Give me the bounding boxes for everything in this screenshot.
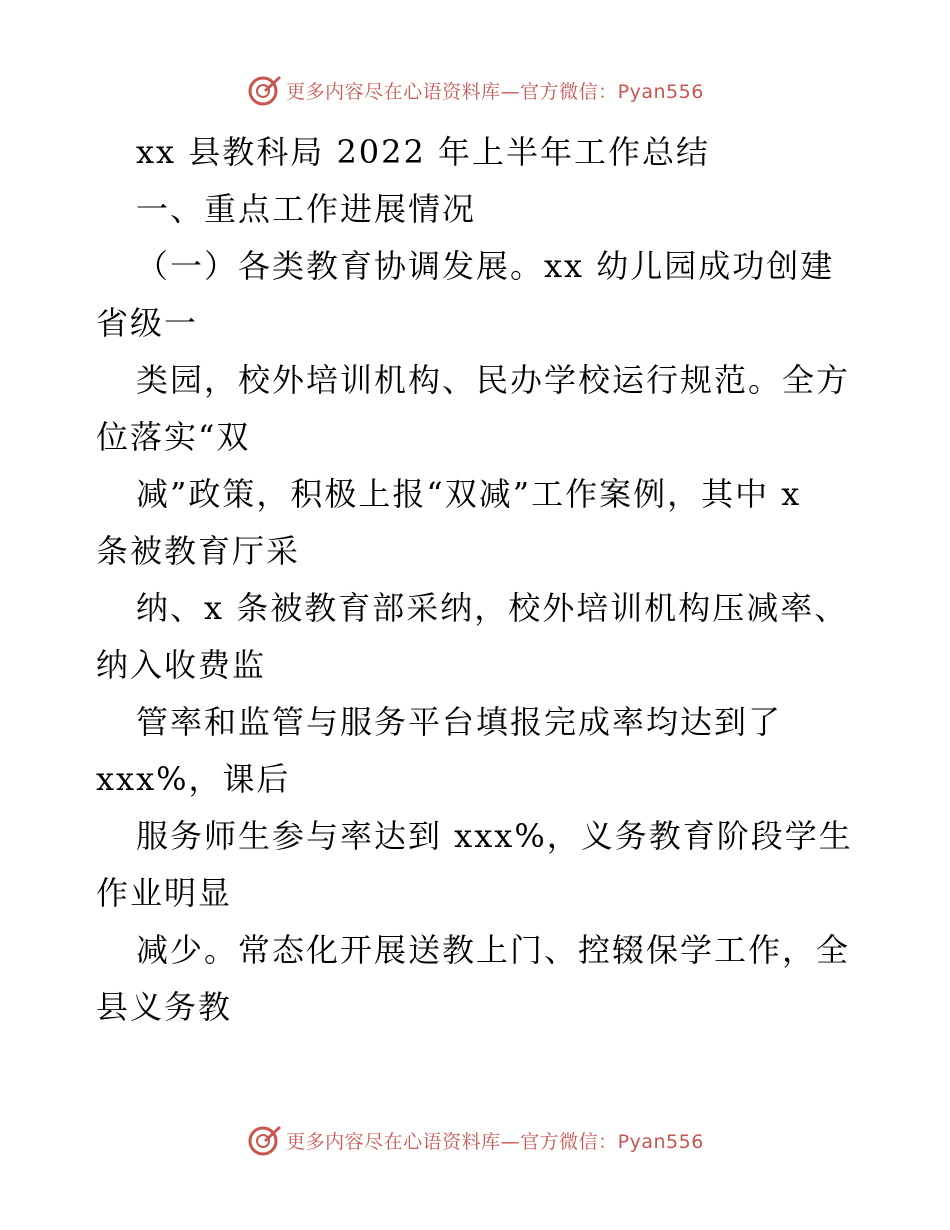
paragraph-line: 减”政策，积极上报“双减”工作案例，其中 x bbox=[136, 475, 802, 513]
header-banner-text: 更多内容尽在心语资料库—官方微信：Pyan556 bbox=[286, 80, 704, 103]
paragraph-line: 条被教育厅采 bbox=[96, 532, 301, 570]
paragraph-line: 纳入收费监 bbox=[96, 646, 267, 684]
document-body bbox=[96, 124, 856, 1036]
paragraph-line: 作业明显 bbox=[96, 874, 233, 912]
paragraph-line: 省级一 bbox=[96, 304, 199, 342]
document-title: xx 县教科局 2022 年上半年工作总结 bbox=[136, 133, 711, 171]
section-heading: 一、重点工作进展情况 bbox=[136, 190, 477, 228]
footer-banner bbox=[0, 1120, 950, 1160]
pen-circle-logo-icon bbox=[246, 72, 282, 108]
paragraph-line: xxx%，课后 bbox=[96, 760, 291, 798]
paragraph-line: （一）各类教育协调发展。xx 幼儿园成功创建 bbox=[136, 247, 835, 285]
paragraph-line: 纳、x 条被教育部采纳，校外培训机构压减率、 bbox=[136, 589, 849, 627]
paragraph-line: 县义务教 bbox=[96, 988, 233, 1026]
footer-banner-text: 更多内容尽在心语资料库—官方微信：Pyan556 bbox=[286, 1130, 704, 1153]
pen-circle-logo-icon bbox=[246, 1122, 282, 1158]
paragraph-line: 管率和监管与服务平台填报完成率均达到了 bbox=[136, 703, 783, 741]
header-banner bbox=[0, 70, 950, 110]
paragraph-line: 服务师生参与率达到 xxx%，义务教育阶段学生 bbox=[136, 817, 853, 855]
paragraph-line: 减少。常态化开展送教上门、控辍保学工作，全 bbox=[136, 931, 851, 969]
paragraph-line: 类园，校外培训机构、民办学校运行规范。全方 bbox=[136, 361, 851, 399]
paragraph-line: 位落实“双 bbox=[96, 418, 251, 456]
